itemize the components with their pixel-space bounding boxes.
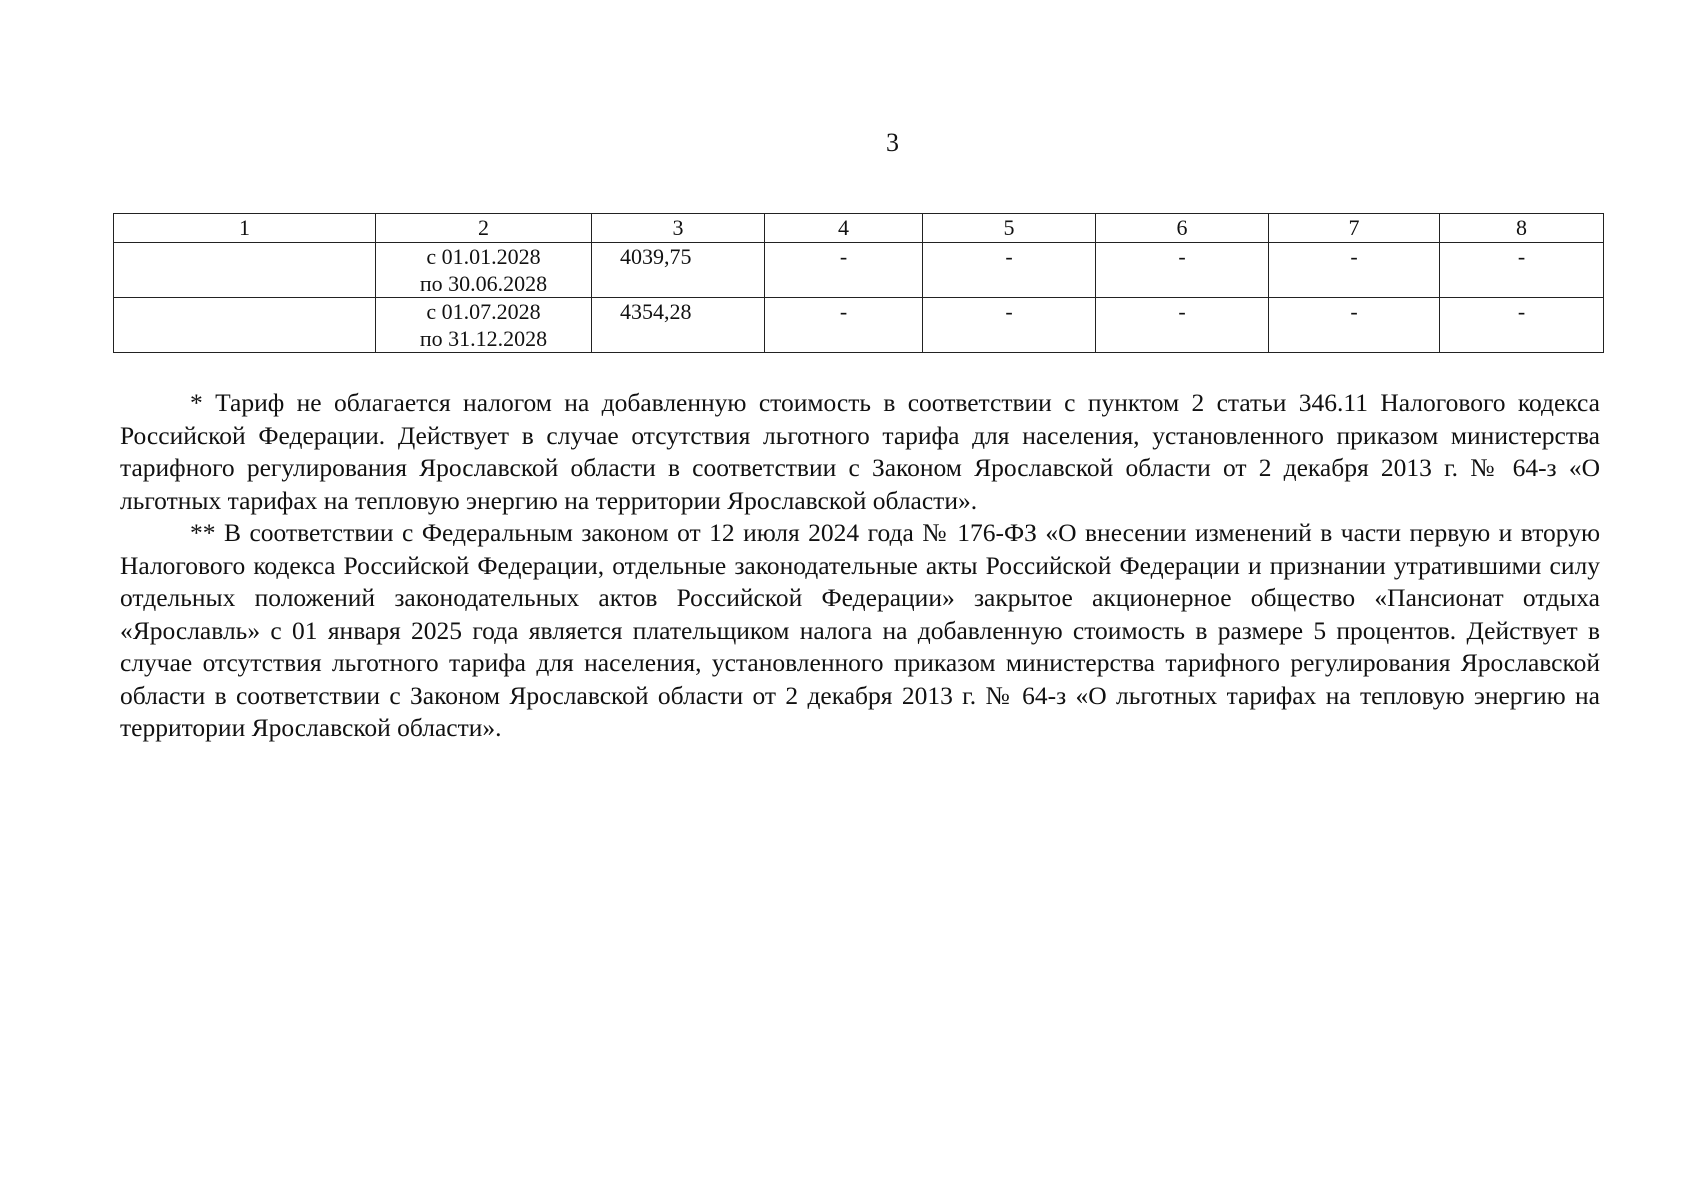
table-cell: -: [923, 243, 1096, 298]
table-cell: -: [923, 298, 1096, 353]
column-number: 5: [923, 214, 1096, 243]
table-cell: -: [765, 298, 923, 353]
footnote-single-asterisk: * Тариф не облагается налогом на добавленную стоимость в соответствии с пунктом 2 статьи 346.11 Налогового кодекса Российской Федерации. Действует в случае отсутствия льготного тарифа для населения, установленного приказом министерства тарифного регулирования Ярославской области в соответствии с Законом Ярославской области от 2 декабря 2013 г. № 64-з «О льготных тарифах на тепловую энергию на территории Ярославской области».: [120, 388, 1600, 515]
table-cell: -: [1440, 298, 1604, 353]
column-number: 4: [765, 214, 923, 243]
table-cell: -: [1269, 243, 1440, 298]
period-cell: [376, 243, 592, 298]
tariff-value: 4354,28: [620, 299, 692, 324]
table-cell: [114, 243, 376, 298]
period-to: по 30.06.2028: [419, 271, 548, 296]
tariff-value: 4039,75: [620, 244, 692, 269]
table-row: [114, 243, 1604, 298]
column-number: 6: [1096, 214, 1269, 243]
tariff-table: [113, 213, 1604, 353]
table-row: [114, 298, 1604, 353]
column-number-row: [114, 214, 1604, 243]
table-cell: -: [765, 243, 923, 298]
tariff-cell: [592, 298, 765, 353]
table-cell: -: [1096, 243, 1269, 298]
column-number: 7: [1269, 214, 1440, 243]
column-number: 8: [1440, 214, 1604, 243]
table-cell: -: [1096, 298, 1269, 353]
footnote-double-asterisk: ** В соответствии с Федеральным законом от 12 июля 2024 года № 176-ФЗ «О внесении изменений в части первую и вторую Налогового кодекса Российской Федерации, отдельные законодательные акты Российской Федерации и признании утратившими силу отдельных положений законодательных актов Российской Федерации» закрытое акционерное общество «Пансионат отдыха «Ярославль» с 01 января 2025 года является плательщиком налога на добавленную стоимость в размере 5 процентов. Действует в случае отсутствия льготного тарифа для населения, установленного приказом министерства тарифного регулирования Ярославской области в соответствии с Законом Ярославской области от 2 декабря 2013 г. № 64-з «О льготных тарифах на тепловую энергию на территории Ярославской области».: [120, 518, 1600, 742]
period-cell: [376, 298, 592, 353]
table-cell: [114, 298, 376, 353]
column-number: 2: [376, 214, 592, 243]
period-from: с 01.07.2028: [426, 299, 541, 324]
period-from: с 01.01.2028: [426, 244, 541, 269]
tariff-cell: [592, 243, 765, 298]
column-number: 1: [114, 214, 376, 243]
period-to: по 31.12.2028: [419, 326, 548, 351]
footnotes: [120, 387, 1600, 745]
column-number: 3: [592, 214, 765, 243]
table-cell: -: [1269, 298, 1440, 353]
table-cell: -: [1440, 243, 1604, 298]
page-number: 3: [886, 128, 899, 157]
